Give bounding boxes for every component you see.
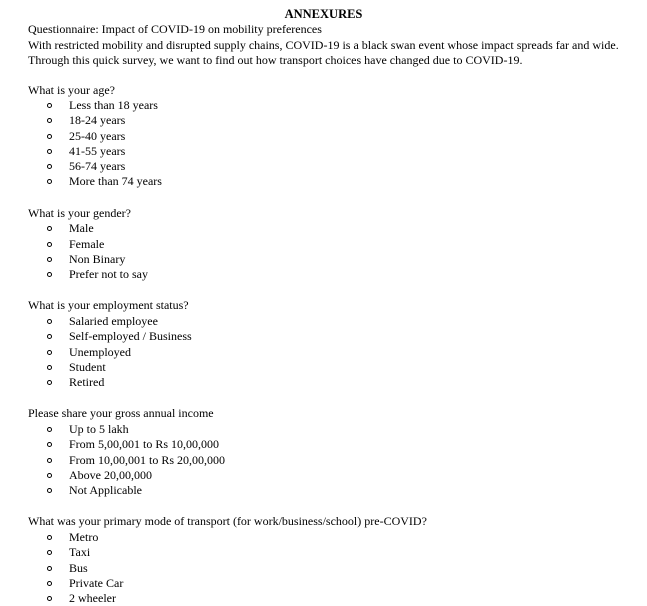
circle-bullet-icon [47, 550, 52, 555]
circle-bullet-icon [47, 350, 52, 355]
option-item [28, 545, 640, 560]
option-item [28, 159, 640, 174]
questionnaire-title: Questionnaire: Impact of COVID-19 on mobility preferences [28, 22, 640, 38]
intro-paragraph-line-2: Through this quick survey, we want to find out how transport choices have changed due to COVID-19. [28, 53, 640, 69]
option-item [28, 483, 640, 498]
circle-bullet-icon [47, 458, 52, 463]
option-list [28, 221, 640, 282]
circle-bullet-icon [47, 596, 52, 601]
option-item [28, 422, 640, 437]
circle-bullet-icon [47, 242, 52, 247]
option-label: Female [69, 237, 104, 251]
question-text: What is your age? [28, 83, 640, 99]
intro-paragraph-line-1: With restricted mobility and disrupted supply chains, COVID-19 is a black swan event whose impact spreads far and wide. [28, 38, 640, 54]
option-label: 56-74 years [69, 159, 125, 173]
option-item [28, 468, 640, 483]
option-label: 2 wheeler [69, 591, 116, 605]
question-text: What is your gender? [28, 206, 640, 222]
option-item [28, 252, 640, 267]
circle-bullet-icon [47, 380, 52, 385]
option-item [28, 576, 640, 591]
circle-bullet-icon [47, 442, 52, 447]
option-label: 25-40 years [69, 129, 125, 143]
option-label: Not Applicable [69, 483, 142, 497]
option-label: Up to 5 lakh [69, 422, 129, 436]
option-label: Above 20,00,000 [69, 468, 152, 482]
page-heading: ANNEXURES [0, 6, 647, 22]
option-item [28, 113, 640, 128]
option-item [28, 144, 640, 159]
circle-bullet-icon [47, 164, 52, 169]
option-label: More than 74 years [69, 174, 162, 188]
option-label: Student [69, 360, 106, 374]
option-label: From 10,00,001 to Rs 20,00,000 [69, 453, 225, 467]
option-label: 41-55 years [69, 144, 125, 158]
circle-bullet-icon [47, 566, 52, 571]
option-list [28, 314, 640, 390]
option-item [28, 530, 640, 545]
circle-bullet-icon [47, 149, 52, 154]
option-label: Male [69, 221, 94, 235]
circle-bullet-icon [47, 179, 52, 184]
circle-bullet-icon [47, 581, 52, 586]
option-label: Unemployed [69, 345, 131, 359]
circle-bullet-icon [47, 473, 52, 478]
option-item [28, 329, 640, 344]
option-label: Private Car [69, 576, 123, 590]
circle-bullet-icon [47, 257, 52, 262]
option-label: Salaried employee [69, 314, 158, 328]
option-list [28, 422, 640, 498]
question-list [28, 83, 640, 606]
circle-bullet-icon [47, 365, 52, 370]
option-label: From 5,00,001 to Rs 10,00,000 [69, 437, 219, 451]
option-label: Non Binary [69, 252, 125, 266]
document-page [28, 6, 640, 606]
option-item [28, 375, 640, 390]
circle-bullet-icon [47, 319, 52, 324]
option-item [28, 267, 640, 282]
option-label: Taxi [69, 545, 90, 559]
option-label: Bus [69, 561, 88, 575]
option-label: Less than 18 years [69, 98, 158, 112]
option-label: Prefer not to say [69, 267, 148, 281]
option-list [28, 530, 640, 606]
circle-bullet-icon [47, 272, 52, 277]
circle-bullet-icon [47, 334, 52, 339]
question-text: What is your employment status? [28, 298, 640, 314]
option-list [28, 98, 640, 190]
option-item [28, 345, 640, 360]
option-label: Retired [69, 375, 104, 389]
circle-bullet-icon [47, 134, 52, 139]
option-label: Self-employed / Business [69, 329, 192, 343]
option-item [28, 237, 640, 252]
circle-bullet-icon [47, 226, 52, 231]
question-text: What was your primary mode of transport (for work/business/school) pre-COVID? [28, 514, 640, 530]
option-item [28, 561, 640, 576]
option-item [28, 174, 640, 189]
option-item [28, 453, 640, 468]
option-item [28, 129, 640, 144]
option-label: Metro [69, 530, 98, 544]
circle-bullet-icon [47, 103, 52, 108]
circle-bullet-icon [47, 427, 52, 432]
option-item [28, 221, 640, 236]
circle-bullet-icon [47, 488, 52, 493]
option-label: 18-24 years [69, 113, 125, 127]
option-item [28, 437, 640, 452]
option-item [28, 98, 640, 113]
option-item [28, 360, 640, 375]
circle-bullet-icon [47, 118, 52, 123]
question-text: Please share your gross annual income [28, 406, 640, 422]
circle-bullet-icon [47, 535, 52, 540]
option-item [28, 314, 640, 329]
